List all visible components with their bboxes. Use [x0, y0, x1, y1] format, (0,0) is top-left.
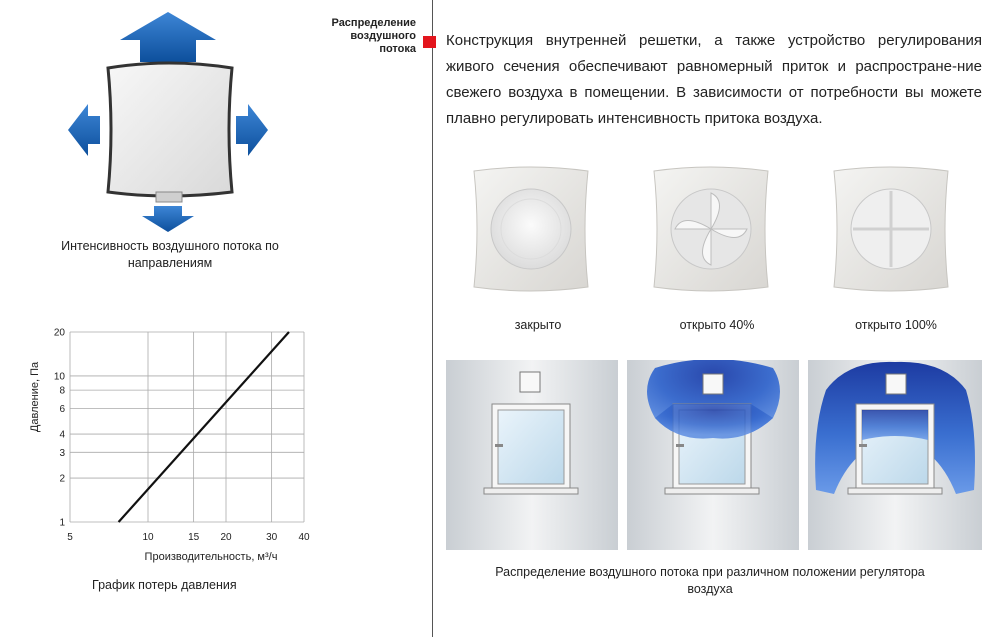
- state-label-closed: закрыто: [514, 318, 562, 332]
- y-tick-label: 1: [59, 517, 65, 529]
- state-label-40: открыто 40%: [679, 318, 755, 332]
- room-caption: Распределение воздушного потока при различном положении регулятора воздуха: [495, 565, 925, 596]
- section-marker: [423, 36, 436, 48]
- room-open-40: [627, 360, 799, 550]
- series-line: [119, 332, 289, 522]
- x-tick-label: 20: [220, 532, 232, 543]
- x-tick-label: 40: [298, 532, 310, 543]
- grille-icon: [108, 63, 232, 196]
- grille-open-40-icon: [654, 167, 768, 291]
- x-tick-label: 15: [188, 532, 200, 543]
- x-tick-label: 5: [67, 532, 73, 543]
- intro-paragraph: Конструкция внутренней решетки, а также устройство регулирования живого сечения обеспечивают равномерный приток и распростране-ние свежего воздуха в помещении. В зависимости от потребности вы можете плавно регулировать интенсивность притока воздуха.: [446, 32, 982, 127]
- x-axis-label: Производительность, м³/ч: [144, 551, 278, 563]
- grille-states-illustration: [462, 165, 962, 295]
- y-tick-label: 6: [59, 403, 65, 415]
- room-closed: [446, 360, 618, 550]
- section-heading-line: Распределение: [331, 17, 416, 29]
- chart-caption: График потерь давления: [92, 578, 237, 592]
- arrow-down-icon: [142, 206, 194, 232]
- y-tick-label: 10: [53, 371, 65, 383]
- arrow-up-icon: [120, 12, 216, 62]
- pressure-loss-chart: [26, 322, 326, 572]
- window-icon: [848, 404, 942, 494]
- arrow-right-icon: [236, 104, 268, 156]
- y-tick-label: 3: [59, 447, 65, 459]
- section-heading-line: воздушного: [350, 30, 416, 42]
- airflow-direction-illustration: [60, 12, 280, 232]
- section-heading-line: потока: [379, 43, 416, 55]
- room-open-100: [808, 360, 982, 550]
- y-tick-label: 20: [53, 327, 65, 339]
- grille-open-100-icon: [834, 167, 948, 291]
- y-tick-label: 4: [59, 429, 65, 441]
- arrow-left-icon: [68, 104, 100, 156]
- y-tick-label: 8: [59, 385, 65, 397]
- section-heading: [300, 17, 416, 56]
- arrows-caption: Интенсивность воздушного потока по направлениям: [61, 239, 279, 270]
- y-axis-label: Давление, Па: [29, 361, 41, 433]
- state-label-100: открыто 100%: [855, 318, 937, 332]
- x-tick-label: 10: [142, 532, 154, 543]
- x-tick-label: 30: [266, 532, 278, 543]
- y-tick-label: 2: [59, 473, 65, 485]
- room-airflow-illustration: [446, 360, 982, 550]
- grille-closed-icon: [474, 167, 588, 291]
- window-icon: [484, 404, 578, 494]
- column-divider: [432, 0, 433, 637]
